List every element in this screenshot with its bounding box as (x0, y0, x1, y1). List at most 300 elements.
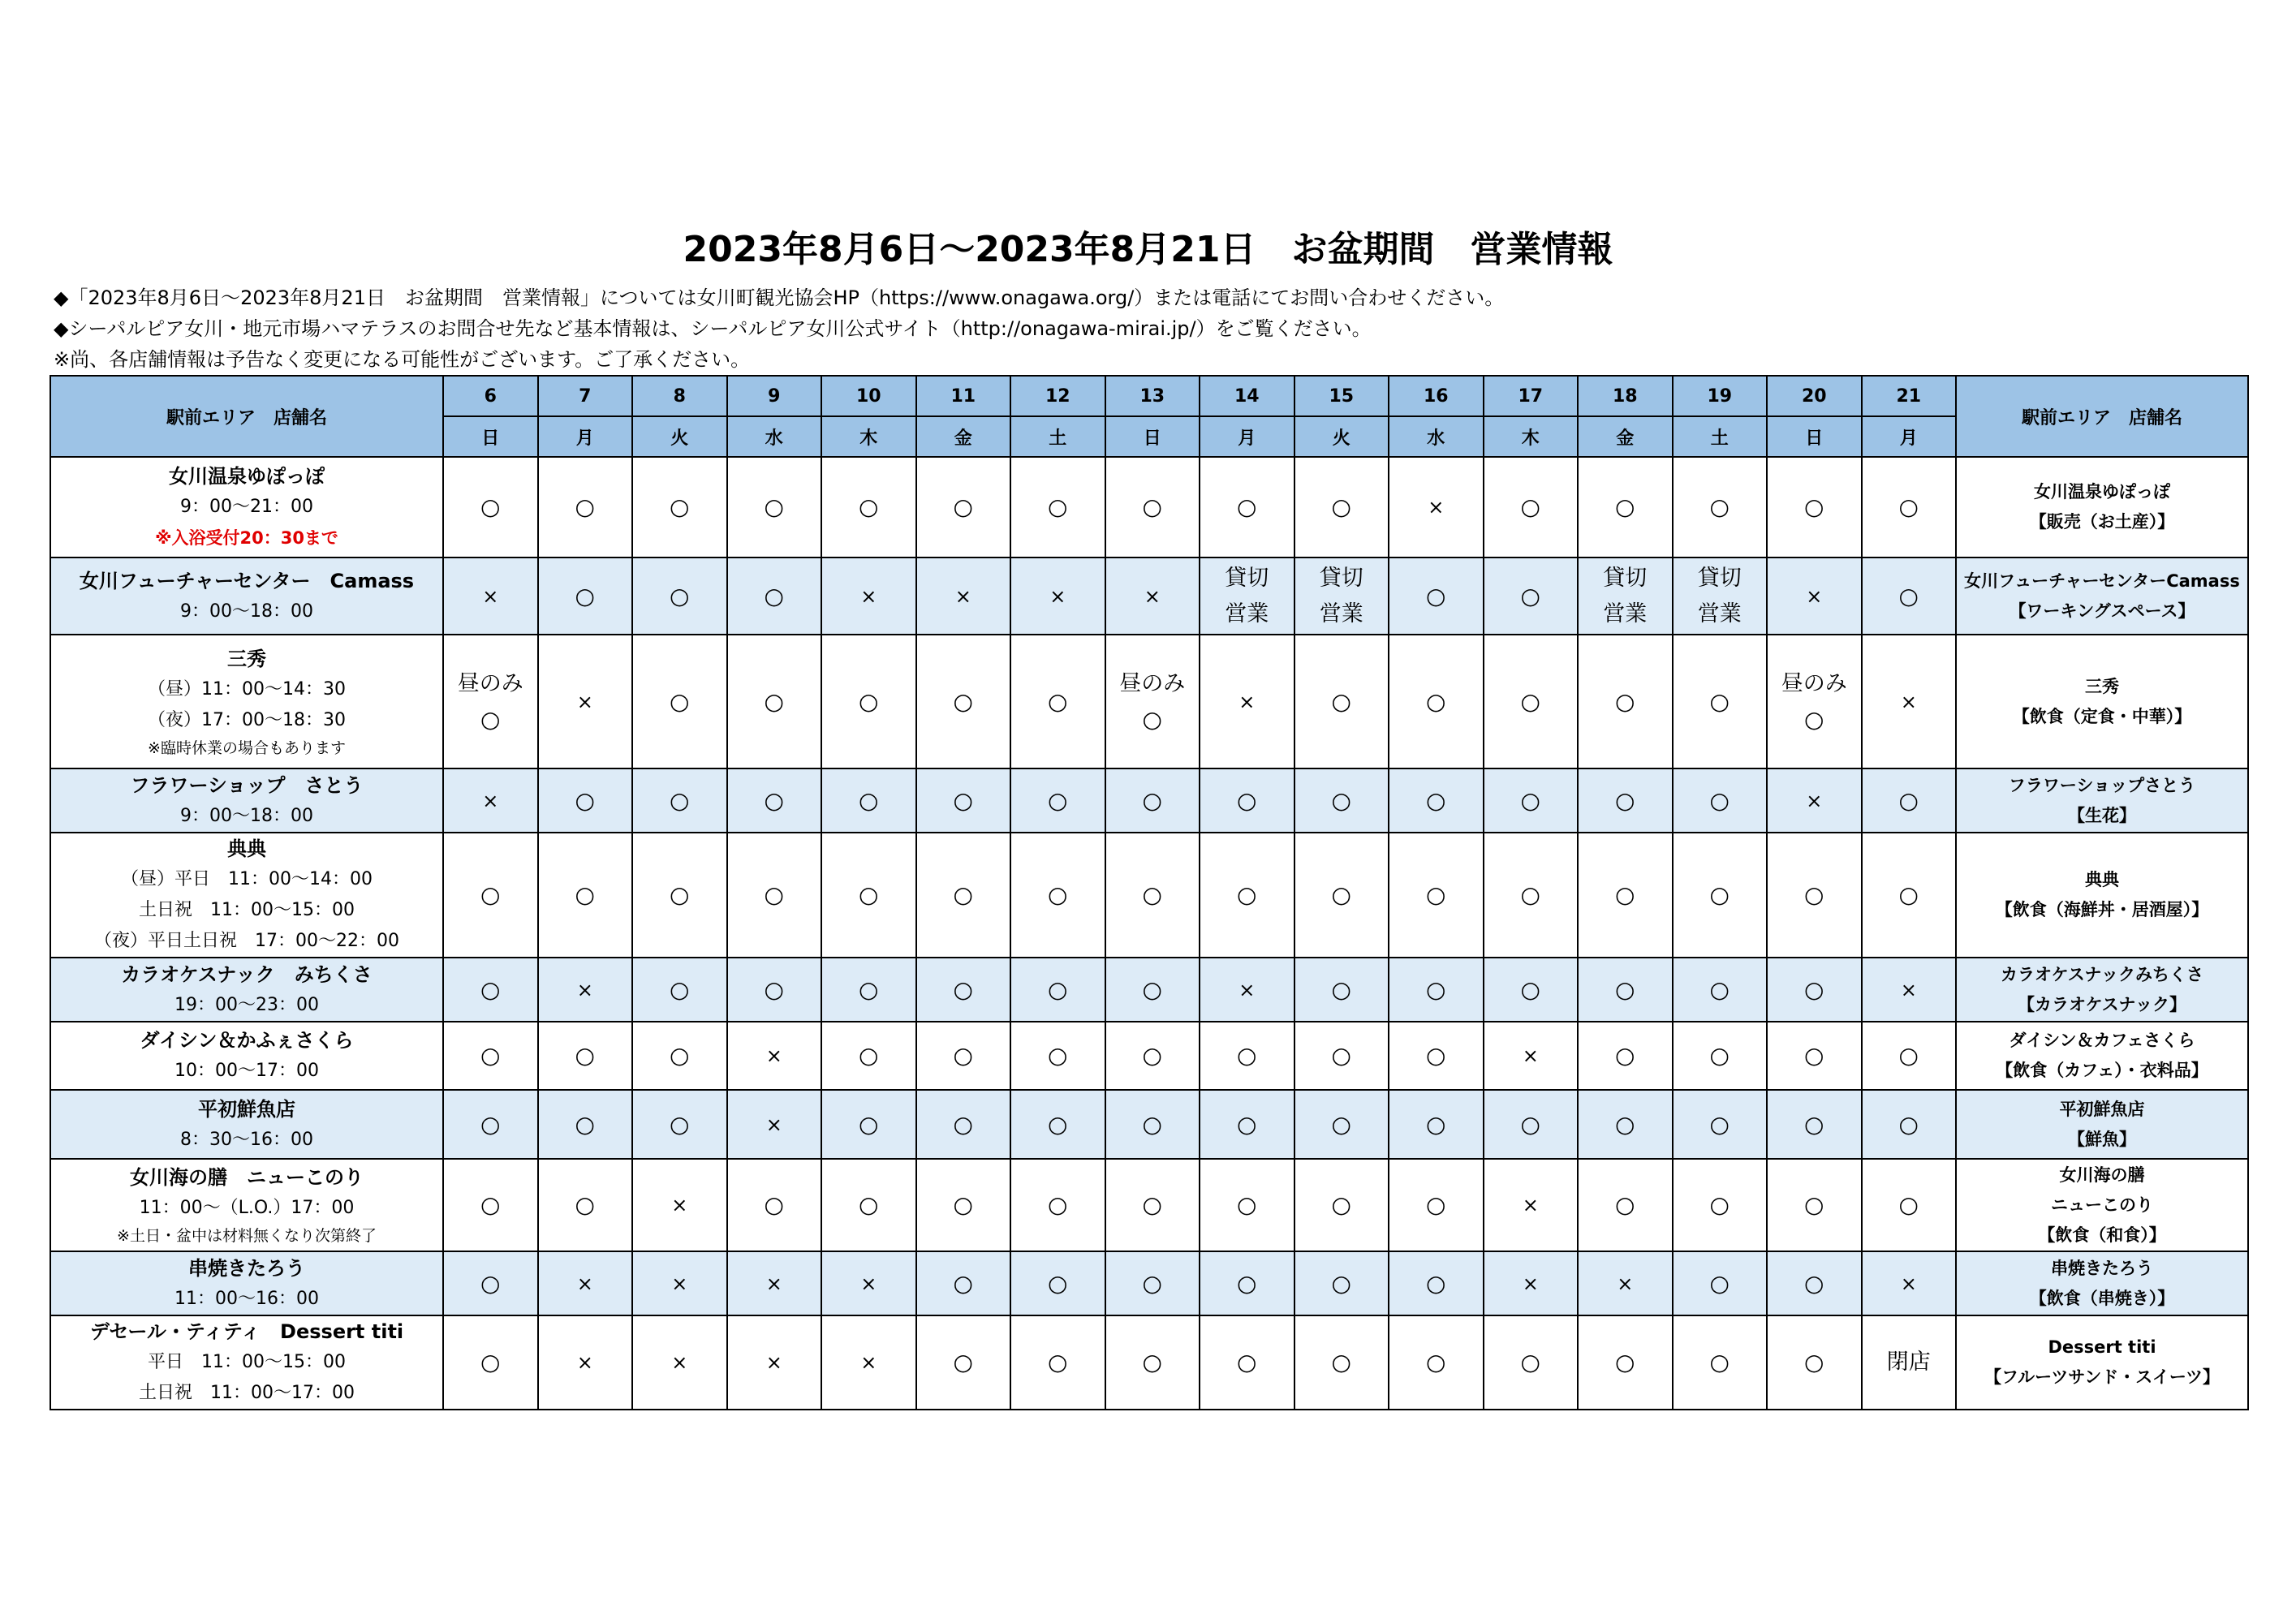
date-header-20: 20 (1767, 376, 1862, 416)
date-header-21: 21 (1862, 376, 1957, 416)
open-mark: ○ (859, 1042, 879, 1069)
status-cell (632, 958, 727, 1022)
open-mark: ○ (1804, 1269, 1824, 1297)
status-cell (1484, 635, 1579, 768)
status-cell (1105, 558, 1200, 635)
open-mark: ○ (1331, 1042, 1351, 1069)
open-mark: ○ (1804, 493, 1824, 520)
store-category-cell (1956, 1090, 2248, 1159)
closed-mark: × (1900, 1272, 1917, 1295)
status-cell (1200, 1251, 1294, 1315)
store-category-cell (1956, 457, 2248, 558)
store-name-short: ダイシン＆カフェさくら (2009, 1031, 2195, 1050)
open-mark: ○ (1426, 687, 1446, 715)
open-mark: ○ (1048, 1269, 1068, 1297)
store-hours-line: 平日 11：00～15：00 (148, 1352, 346, 1372)
date-header-19: 19 (1673, 376, 1768, 416)
open-mark: ○ (1709, 493, 1730, 520)
status-cell (1294, 1315, 1389, 1410)
open-mark: ○ (1898, 1110, 1919, 1138)
open-mark: ○ (1426, 1349, 1446, 1375)
store-hours-line: 土日祝 11：00～17：00 (139, 1383, 355, 1403)
open-mark: ○ (859, 1191, 879, 1218)
weekday-header: 日 (1105, 416, 1200, 457)
open-mark: ○ (1142, 1110, 1162, 1138)
status-cell (1673, 1315, 1768, 1410)
store-category: 【フルーツサンド・スイーツ】 (1984, 1367, 2220, 1387)
open-mark: ○ (859, 493, 879, 520)
status-cell (1578, 635, 1673, 768)
closed-mark: × (1900, 978, 1917, 1001)
open-mark: ○ (1426, 975, 1446, 1003)
status-cell (632, 1251, 727, 1315)
status-note: 貸切 (1697, 565, 1742, 591)
open-mark: ○ (1142, 1349, 1162, 1375)
open-mark: ○ (859, 975, 879, 1003)
status-cell (1862, 558, 1957, 635)
status-note: 営業 (1319, 601, 1363, 626)
open-mark: ○ (670, 1042, 690, 1069)
header-row-dates (50, 376, 2248, 416)
table-row (50, 833, 2248, 958)
status-cell (1578, 558, 1673, 635)
closed-mark: × (860, 1351, 877, 1374)
closed-mark: × (482, 789, 499, 812)
status-cell (1010, 1159, 1105, 1251)
open-mark: ○ (1520, 1349, 1540, 1375)
status-cell (1767, 1090, 1862, 1159)
open-mark: ○ (1048, 1042, 1068, 1069)
status-cell (632, 1022, 727, 1090)
status-cell (1010, 558, 1105, 635)
store-info-cell (50, 1022, 443, 1090)
open-mark: ○ (1048, 1110, 1068, 1138)
status-cell (1767, 768, 1862, 833)
store-hours-line: 9：00～18：00 (180, 805, 313, 826)
schedule-table (50, 375, 2249, 1410)
closed-mark: × (1428, 496, 1445, 519)
open-mark: ○ (1520, 1110, 1540, 1138)
store-category: 【飲食（海鮮丼・居酒屋）】 (1995, 900, 2209, 919)
weekday-header: 水 (1389, 416, 1484, 457)
open-mark: ○ (670, 881, 690, 908)
store-category: 【生花】 (2068, 805, 2136, 825)
status-cell (1578, 833, 1673, 958)
status-cell (1578, 958, 1673, 1022)
status-cell (1862, 1159, 1957, 1251)
table-row (50, 457, 2248, 558)
store-name-short: 平初鮮魚店 (2059, 1099, 2145, 1119)
store-name: ダイシン＆かふぇさくら (140, 1029, 354, 1052)
status-cell (1862, 457, 1957, 558)
status-cell (1105, 768, 1200, 833)
status-cell (1200, 457, 1294, 558)
store-category: 【販売（お土産）】 (2029, 512, 2175, 532)
open-mark: ○ (1142, 493, 1162, 520)
status-cell (1673, 1159, 1768, 1251)
store-hours-line: （夜）17：00～18：30 (148, 709, 346, 730)
open-mark: ○ (1048, 1349, 1068, 1375)
open-mark: ○ (1709, 975, 1730, 1003)
store-hours-line: 土日祝 11：00～15：00 (139, 900, 355, 920)
table-row (50, 1159, 2248, 1251)
open-mark: ○ (1426, 881, 1446, 908)
open-mark: ○ (859, 687, 879, 715)
closed-mark: × (1806, 789, 1823, 812)
open-mark: ○ (859, 881, 879, 908)
status-cell (1484, 833, 1579, 958)
status-cell (1389, 833, 1484, 958)
status-cell (632, 1159, 727, 1251)
status-cell (1294, 1022, 1389, 1090)
store-info-cell (50, 1315, 443, 1410)
status-cell (1105, 457, 1200, 558)
status-cell (1105, 1251, 1200, 1315)
open-mark: ○ (1048, 493, 1068, 520)
status-cell (1673, 457, 1768, 558)
status-cell (821, 1022, 916, 1090)
status-cell (1389, 1251, 1484, 1315)
store-category-cell (1956, 833, 2248, 958)
status-cell (1294, 635, 1389, 768)
page-title: 2023年8月6日～2023年8月21日 お盆期間 営業情報 (683, 229, 1613, 270)
weekday-header: 土 (1673, 416, 1768, 457)
status-cell (443, 833, 538, 958)
open-mark: ○ (670, 1110, 690, 1138)
status-cell (1105, 1315, 1200, 1410)
status-cell (1200, 635, 1294, 768)
open-mark: ○ (1615, 1042, 1635, 1069)
open-mark: ○ (1804, 1042, 1824, 1069)
closed-mark: × (1522, 1194, 1539, 1216)
store-info-cell (50, 1090, 443, 1159)
weekday-header: 月 (1862, 416, 1957, 457)
open-mark: ○ (1709, 881, 1730, 908)
status-cell (1673, 1090, 1768, 1159)
status-cell (916, 1090, 1011, 1159)
status-cell (1200, 1022, 1294, 1090)
status-cell (916, 1315, 1011, 1410)
table-row (50, 558, 2248, 635)
store-category: 【カラオケスナック】 (2018, 994, 2186, 1014)
status-cell (443, 558, 538, 635)
open-mark: ○ (1331, 1269, 1351, 1297)
open-mark: ○ (1142, 705, 1162, 733)
status-cell (1578, 457, 1673, 558)
open-mark: ○ (953, 687, 973, 715)
store-hours-line: 8：30～16：00 (180, 1129, 313, 1150)
closed-mark: × (1238, 690, 1256, 713)
status-note: 貸切 (1319, 565, 1363, 591)
status-cell (821, 1159, 916, 1251)
status-cell (1578, 1090, 1673, 1159)
open-mark: ○ (764, 786, 784, 814)
open-mark: ○ (1615, 786, 1635, 814)
status-cell (1105, 833, 1200, 958)
open-mark: ○ (480, 1110, 501, 1138)
status-cell (1010, 1022, 1105, 1090)
open-mark: ○ (1237, 1110, 1257, 1138)
status-cell (1578, 768, 1673, 833)
open-mark: ○ (764, 881, 784, 908)
open-mark: ○ (953, 1110, 973, 1138)
store-category-cell (1956, 1159, 2248, 1251)
status-cell (1767, 1251, 1862, 1315)
status-note: 閉店 (1886, 1350, 1931, 1375)
open-mark: ○ (1520, 975, 1540, 1003)
open-mark: ○ (1237, 1269, 1257, 1297)
open-mark: ○ (1142, 1269, 1162, 1297)
open-mark: ○ (1898, 1191, 1919, 1218)
status-cell (727, 1251, 822, 1315)
weekday-header: 日 (1767, 416, 1862, 457)
status-cell (1294, 958, 1389, 1022)
open-mark: ○ (1615, 1110, 1635, 1138)
status-cell (916, 1159, 1011, 1251)
status-cell (1294, 1251, 1389, 1315)
date-header-12: 12 (1010, 376, 1105, 416)
status-cell (1673, 635, 1768, 768)
open-mark: ○ (1520, 881, 1540, 908)
open-mark: ○ (1426, 1191, 1446, 1218)
open-mark: ○ (1520, 582, 1540, 609)
status-cell (1484, 457, 1579, 558)
status-cell (916, 958, 1011, 1022)
store-category: 【ワーキングスペース】 (2009, 601, 2195, 621)
open-mark: ○ (1426, 582, 1446, 609)
open-mark: ○ (1142, 881, 1162, 908)
closed-mark: × (1900, 690, 1917, 713)
status-cell (1767, 958, 1862, 1022)
open-mark: ○ (1898, 582, 1919, 609)
closed-mark: × (671, 1351, 688, 1374)
status-cell (1578, 1251, 1673, 1315)
store-name: 女川温泉ゆぽっぽ (169, 465, 325, 488)
open-mark: ○ (1237, 1191, 1257, 1218)
status-cell (1010, 833, 1105, 958)
store-category-cell (1956, 958, 2248, 1022)
status-note: 昼のみ (1119, 670, 1186, 696)
status-cell (1389, 768, 1484, 833)
store-name: 女川海の膳 ニューこのり (130, 1166, 364, 1189)
status-cell (632, 1315, 727, 1410)
store-hours-line: ※土日・盆中は材料無くなり次第終了 (117, 1227, 377, 1245)
closed-mark: × (765, 1113, 782, 1136)
date-header-6: 6 (443, 376, 538, 416)
status-cell (1673, 1251, 1768, 1315)
status-cell (538, 457, 633, 558)
open-mark: ○ (670, 975, 690, 1003)
store-hours-line: ※入浴受付20：30まで (155, 528, 338, 548)
status-cell (727, 1315, 822, 1410)
closed-mark: × (671, 1194, 688, 1216)
status-cell (916, 558, 1011, 635)
status-cell (1673, 833, 1768, 958)
status-cell (538, 1022, 633, 1090)
status-cell (1200, 1090, 1294, 1159)
table-row (50, 1315, 2248, 1410)
status-cell (1010, 1315, 1105, 1410)
open-mark: ○ (1898, 1042, 1919, 1069)
status-cell (1767, 1159, 1862, 1251)
store-info-cell (50, 833, 443, 958)
closed-mark: × (1049, 584, 1066, 608)
closed-mark: × (1617, 1272, 1634, 1295)
status-cell (1389, 1315, 1484, 1410)
store-name-short: 串焼きたろう (2051, 1258, 2153, 1278)
open-mark: ○ (1331, 493, 1351, 520)
open-mark: ○ (859, 1110, 879, 1138)
store-name: 典典 (227, 837, 266, 860)
status-note: 昼のみ (457, 670, 523, 696)
status-cell (821, 1315, 916, 1410)
open-mark: ○ (764, 582, 784, 609)
status-cell (1862, 958, 1957, 1022)
weekday-header: 木 (821, 416, 916, 457)
open-mark: ○ (1142, 786, 1162, 814)
table-row (50, 768, 2248, 833)
status-cell (538, 558, 633, 635)
open-mark: ○ (480, 1349, 501, 1375)
open-mark: ○ (1709, 1042, 1730, 1069)
status-cell (1389, 958, 1484, 1022)
open-mark: ○ (953, 1042, 973, 1069)
store-name: 串焼きたろう (188, 1256, 305, 1280)
status-cell (916, 1251, 1011, 1315)
status-cell (821, 558, 916, 635)
store-category: 【飲食（串焼き）】 (2029, 1288, 2175, 1308)
status-cell (821, 457, 916, 558)
status-cell (727, 457, 822, 558)
status-cell (538, 958, 633, 1022)
store-name-short: フラワーショップさとう (2008, 775, 2196, 795)
open-mark: ○ (1331, 975, 1351, 1003)
open-mark: ○ (575, 1191, 595, 1218)
status-cell (443, 958, 538, 1022)
date-header-16: 16 (1389, 376, 1484, 416)
store-hours-line: 11：00～（L.O.）17：00 (139, 1198, 355, 1218)
status-cell (1200, 768, 1294, 833)
status-cell (821, 958, 916, 1022)
open-mark: ○ (1331, 1191, 1351, 1218)
status-note: 昼のみ (1781, 670, 1847, 696)
status-cell (1484, 1022, 1579, 1090)
store-category-cell (1956, 1315, 2248, 1410)
status-cell (632, 1090, 727, 1159)
open-mark: ○ (764, 975, 784, 1003)
status-cell (1862, 635, 1957, 768)
store-name-short: ニューこのり (2051, 1195, 2153, 1215)
table-row (50, 1022, 2248, 1090)
closed-mark: × (576, 1272, 593, 1295)
open-mark: ○ (1520, 493, 1540, 520)
open-mark: ○ (1142, 975, 1162, 1003)
status-cell (1673, 1022, 1768, 1090)
open-mark: ○ (764, 493, 784, 520)
date-header-17: 17 (1484, 376, 1579, 416)
status-cell (916, 457, 1011, 558)
status-note: 貸切 (1225, 565, 1269, 591)
store-name-short: 女川温泉ゆぽっぽ (2034, 482, 2170, 502)
store-info-cell (50, 958, 443, 1022)
store-name-short: カラオケスナックみちくさ (2001, 964, 2203, 984)
status-cell (1200, 1159, 1294, 1251)
status-cell (1105, 958, 1200, 1022)
store-name-short: 女川海の膳 (2059, 1165, 2145, 1185)
status-cell (1010, 457, 1105, 558)
open-mark: ○ (953, 786, 973, 814)
open-mark: ○ (670, 582, 690, 609)
status-cell (443, 1159, 538, 1251)
date-header-18: 18 (1578, 376, 1673, 416)
status-cell (727, 768, 822, 833)
status-cell (1389, 635, 1484, 768)
status-cell (1105, 1090, 1200, 1159)
closed-mark: × (765, 1272, 782, 1295)
notes (54, 282, 1504, 375)
open-mark: ○ (1804, 1349, 1824, 1375)
store-hours-line: ※臨時休業の場合もあります (148, 738, 346, 757)
store-name: 三秀 (227, 647, 266, 670)
status-cell (1484, 1090, 1579, 1159)
store-name: 平初鮮魚店 (198, 1097, 295, 1121)
status-cell (1294, 768, 1389, 833)
store-info-cell (50, 635, 443, 768)
open-mark: ○ (1048, 687, 1068, 715)
store-name: 女川フューチャーセンター Camass (79, 569, 415, 592)
open-mark: ○ (480, 1042, 501, 1069)
store-hours-line: （昼）平日 11：00～14：00 (121, 869, 373, 889)
open-mark: ○ (1331, 1110, 1351, 1138)
store-category: 【飲食（定食・中華）】 (2012, 706, 2192, 726)
status-note: 貸切 (1603, 565, 1648, 591)
status-cell (1862, 833, 1957, 958)
status-cell (916, 768, 1011, 833)
weekday-header: 金 (1578, 416, 1673, 457)
status-cell (727, 1022, 822, 1090)
status-cell (1105, 1159, 1200, 1251)
status-cell (443, 457, 538, 558)
store-category-cell (1956, 558, 2248, 635)
right-header: 駅前エリア 店舗名 (1956, 376, 2248, 457)
store-name-short: 典典 (2085, 870, 2119, 889)
date-header-15: 15 (1294, 376, 1389, 416)
open-mark: ○ (480, 881, 501, 908)
date-header-7: 7 (538, 376, 633, 416)
status-cell (1200, 558, 1294, 635)
closed-mark: × (576, 978, 593, 1001)
table-row (50, 1090, 2248, 1159)
store-hours-line: （夜）平日土日祝 17：00～22：00 (94, 931, 399, 951)
left-header: 駅前エリア 店舗名 (50, 376, 443, 457)
closed-mark: × (765, 1044, 782, 1067)
status-cell (1578, 1315, 1673, 1410)
weekday-header: 水 (727, 416, 822, 457)
status-cell (1578, 1159, 1673, 1251)
status-cell (727, 635, 822, 768)
open-mark: ○ (1142, 1191, 1162, 1218)
weekday-header: 月 (538, 416, 633, 457)
table-row (50, 1251, 2248, 1315)
open-mark: ○ (1237, 493, 1257, 520)
date-header-13: 13 (1105, 376, 1200, 416)
open-mark: ○ (1237, 786, 1257, 814)
note-disclaimer: ※尚、各店舗情報は予告なく変更になる可能性がございます。ご了承ください。 (54, 348, 751, 371)
open-mark: ○ (670, 493, 690, 520)
status-cell (1105, 1022, 1200, 1090)
open-mark: ○ (1804, 975, 1824, 1003)
status-cell (1484, 768, 1579, 833)
